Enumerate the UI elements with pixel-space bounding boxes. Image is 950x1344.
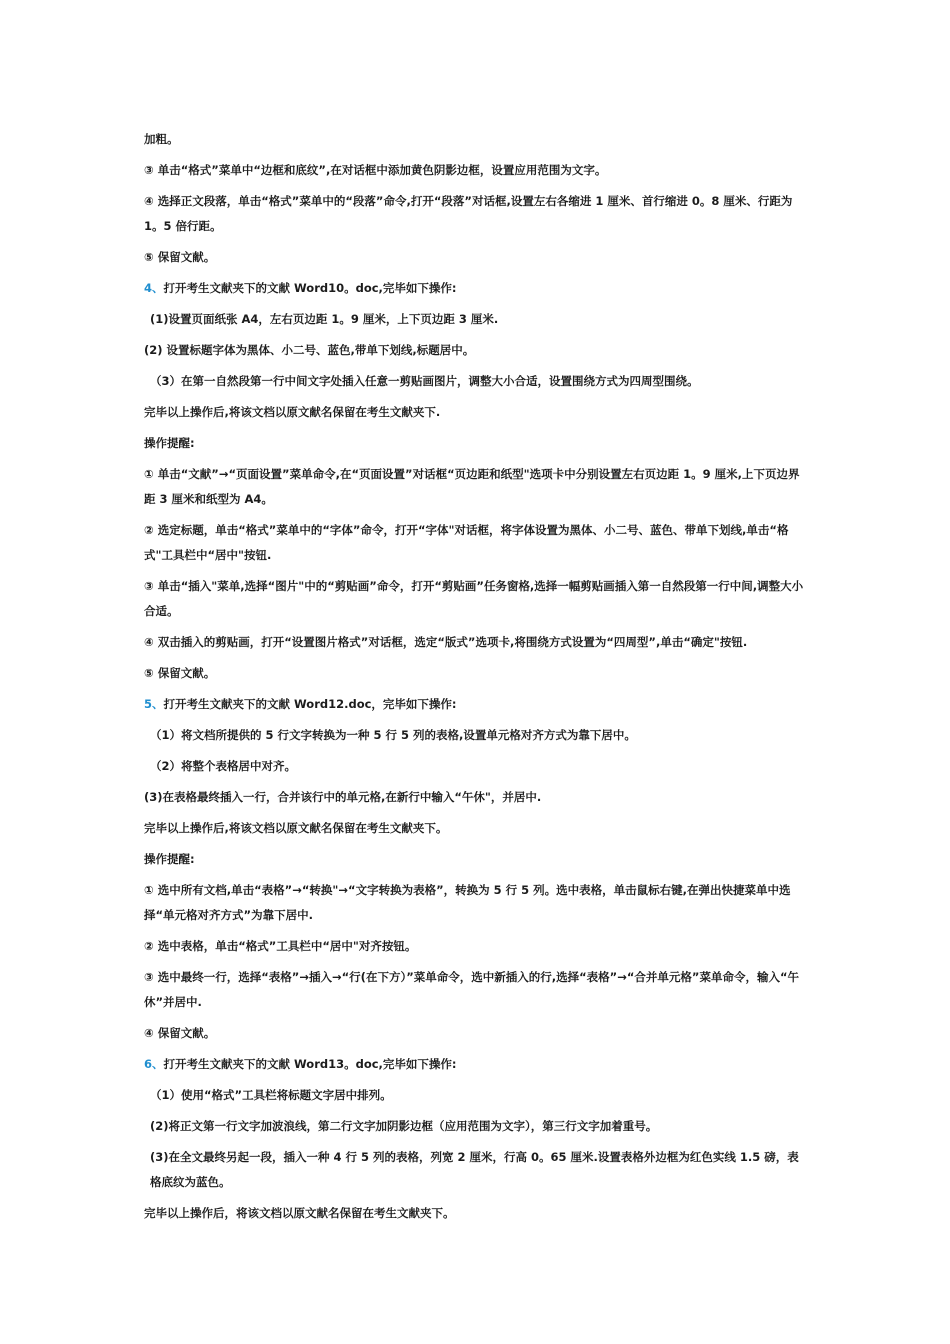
paragraph-text: （2）将整个表格居中对齐。 bbox=[150, 759, 297, 773]
paragraph bbox=[144, 307, 809, 332]
paragraph-text: (3)在表格最终插入一行，合并该行中的单元格,在新行中输入“午休"，并居中. bbox=[144, 790, 542, 804]
paragraph-text: (1)设置页面纸张 A4，左右页边距 1。9 厘米，上下页边距 3 厘米. bbox=[150, 312, 499, 326]
paragraph bbox=[144, 754, 809, 779]
paragraph bbox=[144, 816, 809, 841]
section-heading bbox=[144, 1052, 809, 1077]
paragraph-text: 打开考生文献夹下的文献 Word10。doc,完毕如下操作: bbox=[163, 281, 457, 295]
paragraph bbox=[144, 1201, 809, 1226]
paragraph-text: ③ 单击“格式”菜单中“边框和底纹”,在对话框中添加黄色阴影边框，设置应用范围为文字。 bbox=[144, 163, 607, 177]
paragraph-text: 操作提醒: bbox=[144, 436, 195, 450]
paragraph bbox=[144, 723, 809, 748]
paragraph bbox=[144, 785, 809, 810]
paragraph bbox=[144, 574, 809, 624]
paragraph-text: (2)将正文第一行文字加波浪线，第二行文字加阴影边框（应用范围为文字），第三行文字加着重号。 bbox=[150, 1119, 658, 1133]
paragraph-text: 完毕以上操作后，将该文档以原文献名保留在考生文献夹下。 bbox=[144, 1206, 455, 1220]
paragraph-text: （1）将文档所提供的 5 行文字转换为一种 5 行 5 列的表格,设置单元格对齐方式为靠下居中。 bbox=[150, 728, 636, 742]
paragraph-text: 完毕以上操作后,将该文档以原文献名保留在考生文献夹下。 bbox=[144, 821, 448, 835]
paragraph-text: 打开考生文献夹下的文献 Word13。doc,完毕如下操作: bbox=[163, 1057, 457, 1071]
paragraph-text: ④ 双击插入的剪贴画，打开“设置图片格式”对话框，选定“版式”选项卡,将围绕方式设置为“四周型”,单击“确定"按钮. bbox=[144, 635, 748, 649]
paragraph bbox=[144, 847, 809, 872]
section-heading bbox=[144, 276, 809, 301]
paragraph bbox=[144, 878, 809, 928]
paragraph bbox=[144, 338, 809, 363]
section-number: 6、 bbox=[144, 1057, 164, 1071]
paragraph-text: ④ 保留文献。 bbox=[144, 1026, 216, 1040]
paragraph bbox=[144, 369, 809, 394]
paragraph bbox=[144, 462, 809, 512]
paragraph bbox=[144, 1083, 809, 1108]
paragraph bbox=[144, 245, 809, 270]
paragraph-text: ③ 选中最终一行，选择“表格”→插入→“行(在下方）”菜单命令，选中新插入的行,选择“表格”→“合并单元格”菜单命令，输入“午休”并居中. bbox=[144, 970, 800, 1009]
paragraph-text: 加粗。 bbox=[144, 132, 179, 146]
paragraph-text: 打开考生文献夹下的文献 Word12.doc，完毕如下操作: bbox=[163, 697, 457, 711]
document-body bbox=[144, 127, 809, 1232]
paragraph bbox=[144, 934, 809, 959]
paragraph-text: (3)在全文最终另起一段，插入一种 4 行 5 列的表格，列宽 2 厘米，行高 0。65 厘米.设置表格外边框为红色实线 1.5 磅，表格底纹为蓝色。 bbox=[150, 1150, 799, 1189]
paragraph-text: ⑤ 保留文献。 bbox=[144, 666, 216, 680]
section-heading bbox=[144, 692, 809, 717]
paragraph bbox=[144, 630, 809, 655]
paragraph-text: 完毕以上操作后,将该文档以原文献名保留在考生文献夹下. bbox=[144, 405, 441, 419]
paragraph-text: ② 选定标题，单击“格式”菜单中的“字体”命令，打开“字体"对话框，将字体设置为黑体、小二号、蓝色、带单下划线,单击“格式"工具栏中“居中"按钮. bbox=[144, 523, 789, 562]
paragraph bbox=[144, 965, 809, 1015]
paragraph-text: ③ 单击“插入"菜单,选择“图片"中的“剪贴画”命令，打开“剪贴画”任务窗格,选择一幅剪贴画插入第一自然段第一行中间,调整大小合适。 bbox=[144, 579, 804, 618]
section-number: 5、 bbox=[144, 697, 164, 711]
paragraph-text: ⑤ 保留文献。 bbox=[144, 250, 216, 264]
paragraph-text: (2) 设置标题字体为黑体、小二号、蓝色,带单下划线,标题居中。 bbox=[144, 343, 475, 357]
paragraph bbox=[144, 400, 809, 425]
paragraph bbox=[144, 431, 809, 456]
paragraph-text: ② 选中表格，单击“格式”工具栏中“居中"对齐按钮。 bbox=[144, 939, 417, 953]
paragraph bbox=[144, 661, 809, 686]
paragraph bbox=[144, 1114, 809, 1139]
paragraph-text: （3）在第一自然段第一行中间文字处插入任意一剪贴画图片，调整大小合适，设置围绕方式为四周型围绕。 bbox=[150, 374, 699, 388]
paragraph bbox=[144, 518, 809, 568]
paragraph bbox=[144, 1145, 809, 1195]
paragraph bbox=[144, 1021, 809, 1046]
paragraph-text: ① 选中所有文档,单击“表格”→“转换"→“文字转换为表格”，转换为 5 行 5 列。选中表格，单击鼠标右键,在弹出快捷菜单中选择“单元格对齐方式”为靠下居中. bbox=[144, 883, 791, 922]
paragraph-text: ① 单击“文献”→“页面设置”菜单命令,在“页面设置”对话框“页边距和纸型"选项卡中分别设置左右页边距 1。9 厘米,上下页边界距 3 厘米和纸型为 A4。 bbox=[144, 467, 800, 506]
paragraph-text: 操作提醒: bbox=[144, 852, 195, 866]
section-number: 4、 bbox=[144, 281, 164, 295]
paragraph-text: ④ 选择正文段落，单击“格式”菜单中的“段落”命令,打开“段落”对话框,设置左右各缩进 1 厘米、首行缩进 0。8 厘米、行距为 1。5 倍行距。 bbox=[144, 194, 793, 233]
paragraph bbox=[144, 127, 809, 152]
paragraph bbox=[144, 189, 809, 239]
paragraph bbox=[144, 158, 809, 183]
paragraph-text: （1）使用“格式”工具栏将标题文字居中排列。 bbox=[150, 1088, 392, 1102]
